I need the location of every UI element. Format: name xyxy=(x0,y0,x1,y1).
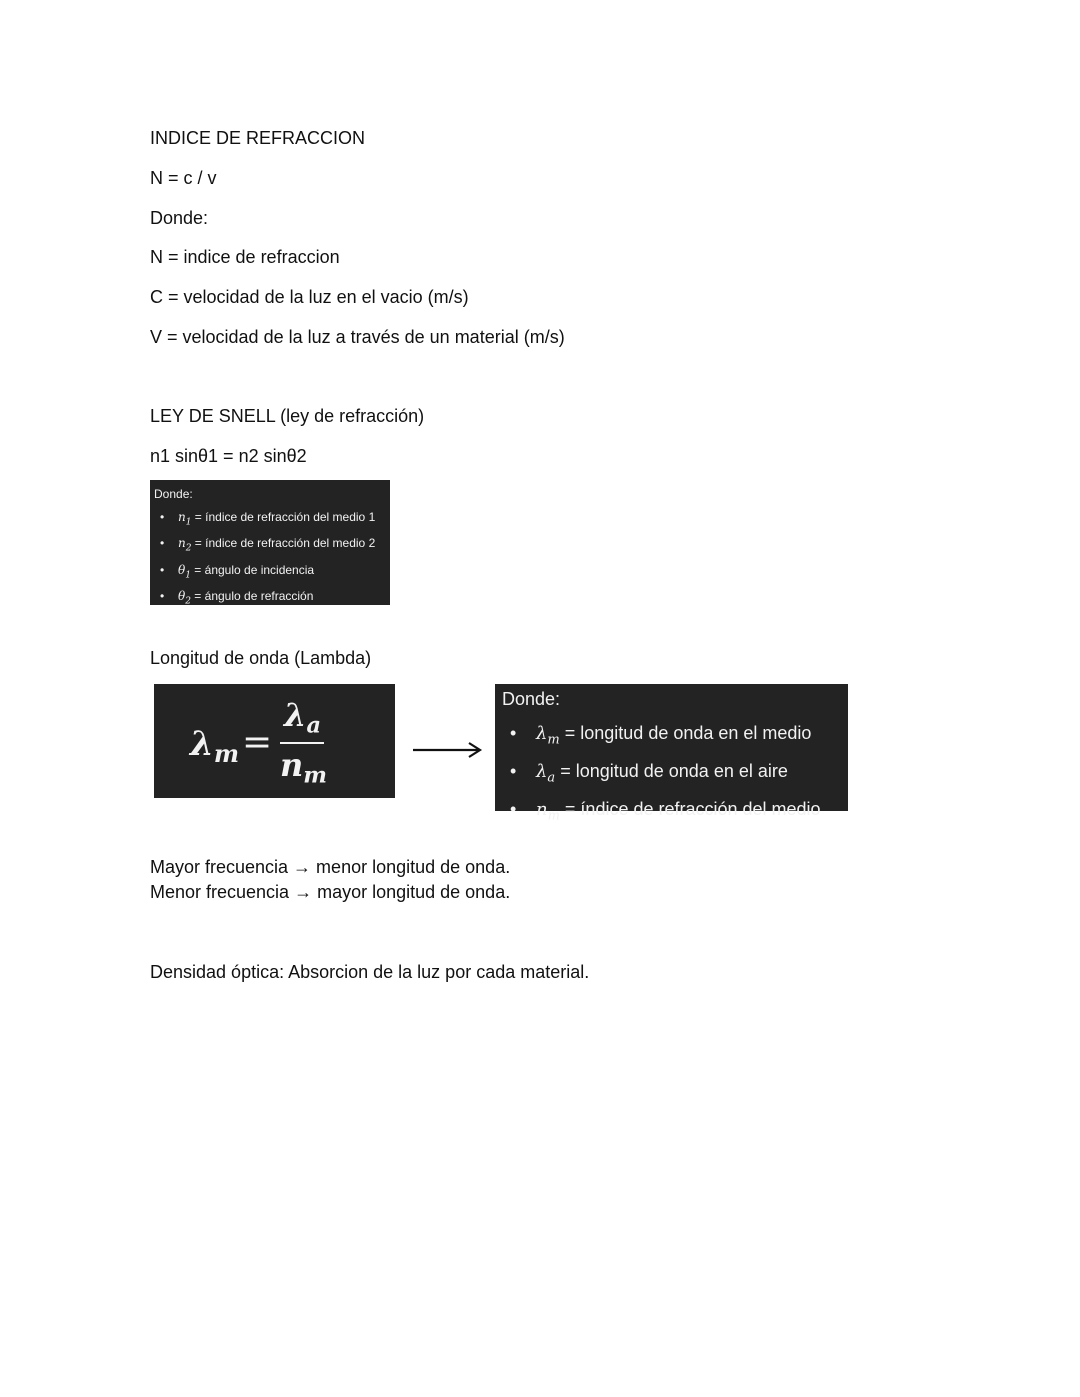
math-subscript: 2 xyxy=(185,543,192,554)
definition-v: V = velocidad de la luz a través de un material (m/s) xyxy=(150,327,565,347)
list-item xyxy=(154,560,390,586)
formula-denominator xyxy=(280,746,327,789)
math-symbol: λ xyxy=(536,761,548,783)
math-symbol: θ xyxy=(178,562,186,577)
item-text: = ángulo de incidencia xyxy=(190,562,315,577)
math-subscript: 1 xyxy=(185,517,192,528)
math-subscript: m xyxy=(213,740,240,769)
list-item xyxy=(502,718,848,756)
math-subscript: m xyxy=(547,732,560,748)
item-text: = índice de refracción del medio xyxy=(559,799,821,820)
list-item xyxy=(502,756,848,794)
math-subscript: m xyxy=(303,762,327,789)
wavelength-formula-image xyxy=(154,684,395,798)
list-item xyxy=(154,586,390,612)
item-text: = índice de refracción del medio 2 xyxy=(191,536,376,551)
math-symbol: λ xyxy=(536,723,548,744)
where-label: Donde: xyxy=(154,487,193,501)
right-arrow-icon xyxy=(413,739,483,761)
where-label: Donde: xyxy=(150,208,209,228)
section-title-snell: LEY DE SNELL (ley de refracción) xyxy=(150,406,425,426)
refraction-index-formula: N = c / v xyxy=(150,168,217,188)
math-symbol: n xyxy=(178,536,186,551)
math-subscript: a xyxy=(547,770,556,786)
math-symbol: n xyxy=(536,799,548,821)
math-symbol: θ xyxy=(178,589,186,604)
lambda-symbol: λ xyxy=(284,696,307,734)
math-subscript: 2 xyxy=(185,596,191,607)
section-title-wavelength: Longitud de onda (Lambda) xyxy=(150,648,372,668)
fraction-bar xyxy=(280,742,324,744)
wavelength-definitions-image xyxy=(495,684,848,824)
item-text: = longitud de onda en el medio xyxy=(559,723,812,743)
formula-lhs xyxy=(190,724,239,768)
note-lower-frequency: Menor frecuencia → mayor longitud de onda. xyxy=(150,882,511,902)
note-higher-frequency: Mayor frecuencia → menor longitud de onda. xyxy=(150,857,511,877)
section-title-refraction-index: INDICE DE REFRACCION xyxy=(150,128,366,148)
item-text: = ángulo de refracción xyxy=(190,589,314,604)
math-symbol: n xyxy=(178,510,186,524)
definition-n: N = indice de refraccion xyxy=(150,247,340,267)
formula-numerator xyxy=(284,696,321,739)
math-subscript: 1 xyxy=(185,570,191,581)
snell-formula: n1 sinθ1 = n2 sinθ2 xyxy=(150,446,307,466)
math-subscript: m xyxy=(547,808,560,824)
snell-definitions-image xyxy=(150,480,390,605)
equals-sign: = xyxy=(242,722,273,763)
definition-c: C = velocidad de la luz en el vacio (m/s) xyxy=(150,287,469,307)
item-text: = longitud de onda en el aire xyxy=(555,761,788,782)
optical-density-definition: Densidad óptica: Absorcion de la luz por cada material. xyxy=(150,962,590,982)
lambda-symbol: λ xyxy=(190,724,214,764)
n-symbol: n xyxy=(280,746,304,784)
item-text: = índice de refracción del medio 1 xyxy=(191,510,376,524)
list-item xyxy=(502,794,848,832)
list-item xyxy=(154,507,390,533)
where-label: Donde: xyxy=(502,689,561,709)
list-item xyxy=(154,533,390,559)
math-subscript: a xyxy=(306,712,321,739)
